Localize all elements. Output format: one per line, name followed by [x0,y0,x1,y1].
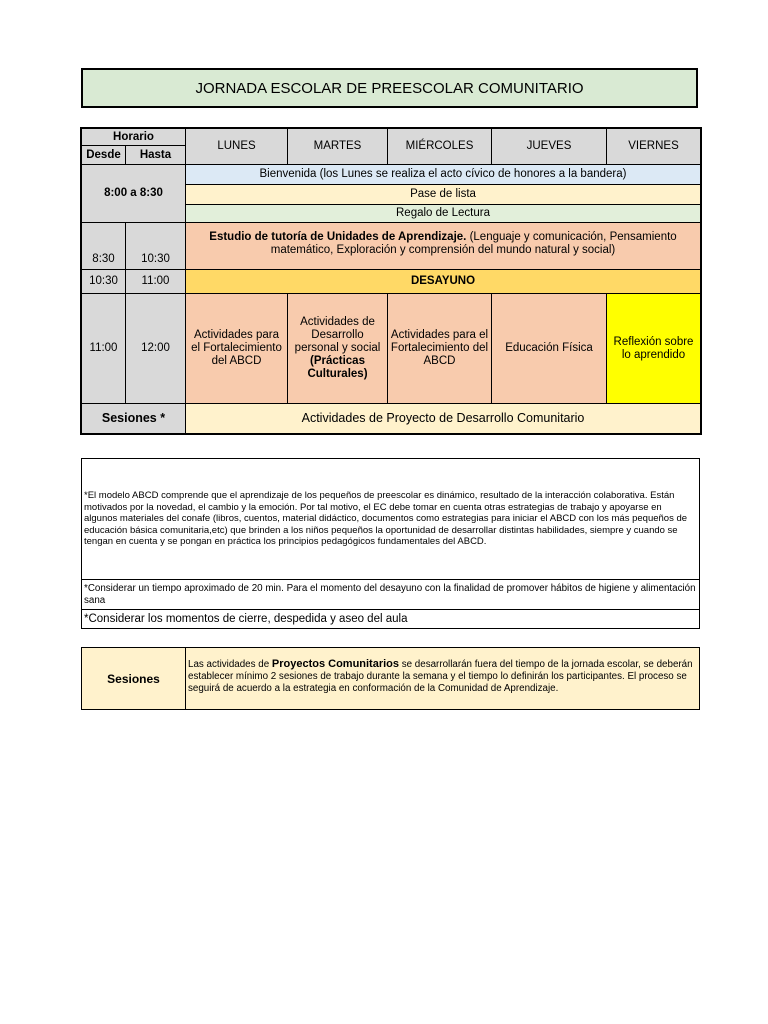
viernes-activity: Reflexión sobre lo aprendido [607,294,701,404]
tutoria-title: Estudio de tutoría de Unidades de Aprendizaje. [209,231,467,243]
slot-0830-hasta: 10:30 [126,223,186,270]
day-header-viernes: VIERNES [607,129,701,165]
day-header-lunes: LUNES [186,129,288,165]
schedule-table [81,128,701,434]
note-abcd-text: *El modelo ABCD comprende que el aprendizaje de los pequeños de preescolar es dinámico, resultado de la interacción colaborativa. Están motivados por la novedad, el cambio y la emoción. Por tal motivo, el EC debe tomar en cuenta otras estrategias de trabajo y apoyarse en algunos materiales del conafe (libros, cuentos, material didáctico, documentos como estrategias para iniciar el ABCD con los más pequeños de educación básica comunitaria,etc) que brinden a los niños pequeños la oportunidad de desarrollar distintas habilidades, siempre y cuando se tengan en cuenta y se pongan en práctica los principios pedagógicos fundamentales del ABCD. [84,490,688,548]
note-cierre: *Considerar los momentos de cierre, despedida y aseo del aula [84,613,408,625]
miercoles-activity: Actividades para el Fortalecimiento del ABCD [388,294,492,404]
sesiones-text-post: se desarrollarán fuera del tiempo de la jornada escolar, se deberán establecer mínimo 2 sesiones de trabajo durante la semana y el tiempo lo definirán los participantes. El proceso se seguirá de acuerdo a la estrategia en conformación de la Comunidad de Aprendizaje. [188,659,693,694]
hasta-header: Hasta [126,146,186,165]
note-abcd [82,459,699,580]
day-header-miercoles: MIÉRCOLES [388,129,492,165]
bienvenida-row: Bienvenida (los Lunes se realiza el acto cívico de honores a la bandera) [186,165,701,185]
desde-header: Desde [82,146,126,165]
slot-0830-desde: 8:30 [82,223,126,270]
slot-1030-hasta: 11:00 [126,270,186,294]
tutoria-description: (Lenguaje y comunicación, Pensamiento matemático, Exploración y comprensión del mundo natural y social) [270,231,677,256]
slot-1100-hasta: 12:00 [126,294,186,404]
horario-header: Horario [82,129,186,146]
regalo-lectura-row: Regalo de Lectura [186,205,701,223]
time-slot-0800: 8:00 a 8:30 [82,165,186,223]
martes-activity-text: Actividades de Desarrollo personal y social [294,316,381,354]
sesiones-info-text [186,648,699,709]
page-title-text: JORNADA ESCOLAR DE PREESCOLAR COMUNITARIO [195,79,584,97]
slot-1030-desde: 10:30 [82,270,126,294]
pase-lista-row: Pase de lista [186,185,701,205]
page-title [81,68,698,108]
sesiones-info-box [81,647,700,710]
sesiones-text-pre: Las actividades de [188,659,272,670]
notes-box [81,458,700,629]
tutoria-row [186,223,701,270]
sesiones-info-label: Sesiones [82,648,186,709]
desayuno-row: DESAYUNO [186,270,701,294]
sesiones-text-bold: Proyectos Comunitarios [271,658,400,670]
martes-activity-bold: (Prácticas Culturales) [307,355,368,380]
sesiones-row: Actividades de Proyecto de Desarrollo Comunitario [186,404,701,434]
slot-1100-desde: 11:00 [82,294,126,404]
note-desayuno: *Considerar un tiempo aproximado de 20 min. Para el momento del desayuno con la finalidad de promover hábitos de higiene y alimentación sana [82,580,699,610]
day-header-jueves: JUEVES [492,129,607,165]
lunes-activity: Actividades para el Fortalecimiento del ABCD [186,294,288,404]
martes-activity [288,294,388,404]
day-header-martes: MARTES [288,129,388,165]
jueves-activity: Educación Física [492,294,607,404]
sesiones-label: Sesiones * [82,404,186,434]
